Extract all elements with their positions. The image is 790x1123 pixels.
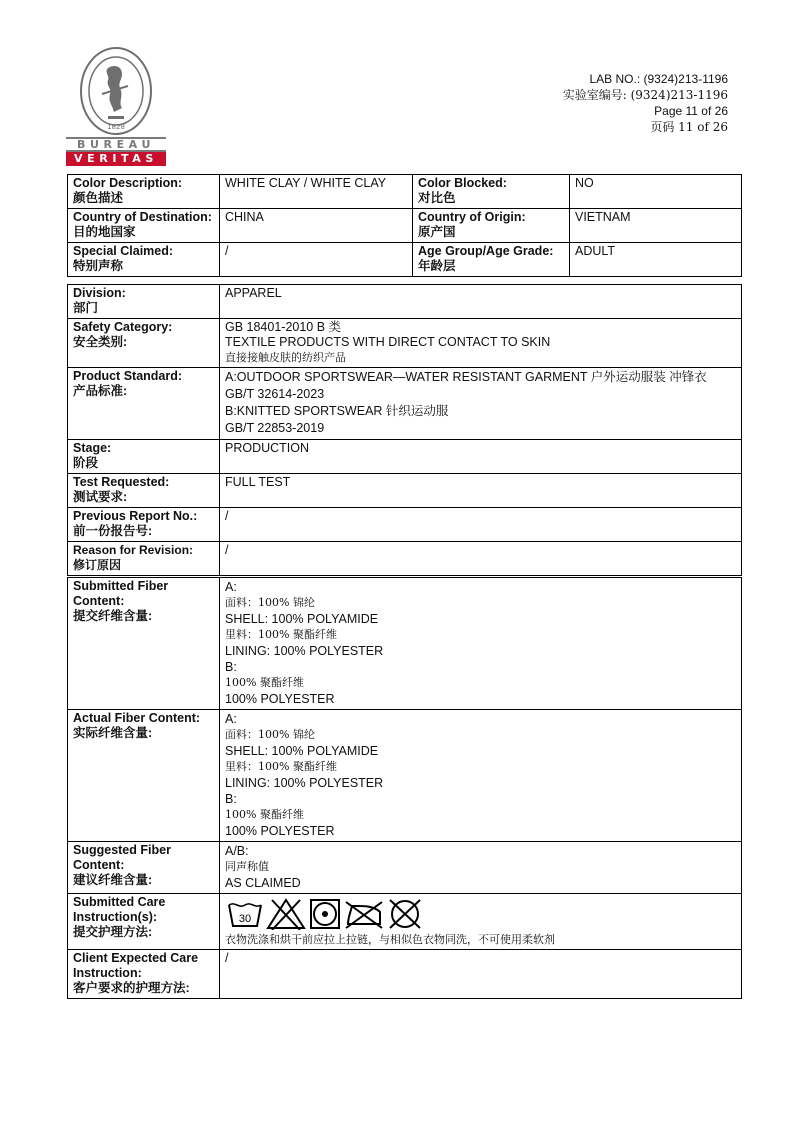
test-requested-value: FULL TEST: [220, 474, 742, 508]
table-row: [68, 368, 742, 440]
color-description-value: WHITE CLAY / WHITE CLAY: [220, 175, 413, 209]
division-value: APPAREL: [220, 285, 742, 319]
country-destination-value: CHINA: [220, 209, 413, 243]
seal-year: 1828: [107, 123, 125, 131]
table-row: [68, 710, 742, 842]
client-care-label: Client Expected Care Instruction: 客户要求的护理方法:: [68, 950, 220, 999]
special-claimed-label: Special Claimed: 特别声称: [68, 243, 220, 277]
suggested-fiber-label: Suggested Fiber Content: 建议纤维含量:: [68, 842, 220, 894]
fiber-care-table: [67, 577, 742, 999]
actual-fiber-value: A: 面料：100% 锦纶 SHELL: 100% POLYAMIDE 里料：100% 聚酯纤维 LINING: 100% POLYESTER B: 100% 聚酯纤维 100% POLYESTER: [220, 710, 742, 842]
lab-header: [563, 71, 728, 135]
do-not-iron-icon: [344, 898, 384, 930]
submitted-care-label: Submitted Care Instruction(s): 提交护理方法:: [68, 894, 220, 950]
table-row: [68, 440, 742, 474]
page-number-cn: 页码 11 of 26: [650, 120, 728, 134]
wash-30-icon: [227, 899, 263, 929]
previous-report-value: /: [220, 508, 742, 542]
table-row: [68, 842, 742, 894]
care-symbols: [227, 898, 736, 930]
table-row: [68, 474, 742, 508]
tumble-dry-icon: [309, 898, 341, 930]
do-not-bleach-icon: [266, 898, 306, 930]
test-requested-label: Test Requested: 测试要求:: [68, 474, 220, 508]
submitted-fiber-label: Submitted Fiber Content: 提交纤维含量:: [68, 578, 220, 710]
country-origin-label: Country of Origin: 原产国: [413, 209, 570, 243]
submitted-care-value: [220, 894, 742, 950]
stage-label: Stage: 阶段: [68, 440, 220, 474]
country-destination-label: Country of Destination: 目的地国家: [68, 209, 220, 243]
product-info-table: [67, 284, 742, 576]
safety-category-value: GB 18401-2010 B 类 TEXTILE PRODUCTS WITH DIRECT CONTACT TO SKIN 直接接触皮肤的纺织产品: [220, 319, 742, 368]
table-row: [68, 894, 742, 950]
age-group-label: Age Group/Age Grade: 年龄层: [413, 243, 570, 277]
country-origin-value: VIETNAM: [570, 209, 742, 243]
stage-value: PRODUCTION: [220, 440, 742, 474]
submitted-fiber-value: A: 面料：100% 锦纶 SHELL: 100% POLYAMIDE 里料：100% 聚酯纤维 LINING: 100% POLYESTER B: 100% 聚酯纤维 100% POLYESTER: [220, 578, 742, 710]
reason-revision-label: Reason for Revision: 修订原因: [68, 542, 220, 576]
suggested-fiber-value: A/B: 同声称值 AS CLAIMED: [220, 842, 742, 894]
table-row: [68, 209, 742, 243]
table-row: [68, 508, 742, 542]
product-standard-value: A:OUTDOOR SPORTSWEAR—WATER RESISTANT GARMENT 户外运动服装 冲锋衣 GB/T 32614-2023 B:KNITTED SPORTSWEAR 针织运动服 GB/T 22853-2019: [220, 368, 742, 440]
brand-name-top: BUREAU: [66, 137, 166, 152]
actual-fiber-label: Actual Fiber Content: 实际纤维含量:: [68, 710, 220, 842]
safety-category-label: Safety Category: 安全类别:: [68, 319, 220, 368]
age-group-value: ADULT: [570, 243, 742, 277]
care-note: 衣物洗涤和烘干前应拉上拉链，与相似色衣物同洗，不可使用柔软剂: [225, 933, 555, 946]
division-label: Division: 部门: [68, 285, 220, 319]
table-row: [68, 950, 742, 999]
seal-icon: [78, 46, 154, 136]
table-row: [68, 285, 742, 319]
previous-report-label: Previous Report No.: 前一份报告号:: [68, 508, 220, 542]
special-claimed-value: /: [220, 243, 413, 277]
page-number: Page 11 of 26: [654, 104, 728, 118]
color-blocked-label: Color Blocked: 对比色: [413, 175, 570, 209]
reason-revision-value: /: [220, 542, 742, 576]
table-row: [68, 542, 742, 576]
lab-number-cn: 实验室编号: (9324)213-1196: [562, 88, 728, 102]
client-care-value: /: [220, 950, 742, 999]
lab-number: LAB NO.: (9324)213-1196: [589, 72, 728, 86]
sample-info-table: [67, 174, 742, 277]
color-blocked-value: NO: [570, 175, 742, 209]
color-description-label: Color Description: 颜色描述: [68, 175, 220, 209]
product-standard-label: Product Standard: 产品标准:: [68, 368, 220, 440]
table-row: [68, 319, 742, 368]
brand-name-bottom: VERITAS: [66, 152, 166, 166]
wash-temp: 30: [238, 913, 252, 925]
do-not-dryclean-icon: [387, 898, 423, 930]
table-row: [68, 175, 742, 209]
table-row: [68, 578, 742, 710]
table-row: [68, 243, 742, 277]
